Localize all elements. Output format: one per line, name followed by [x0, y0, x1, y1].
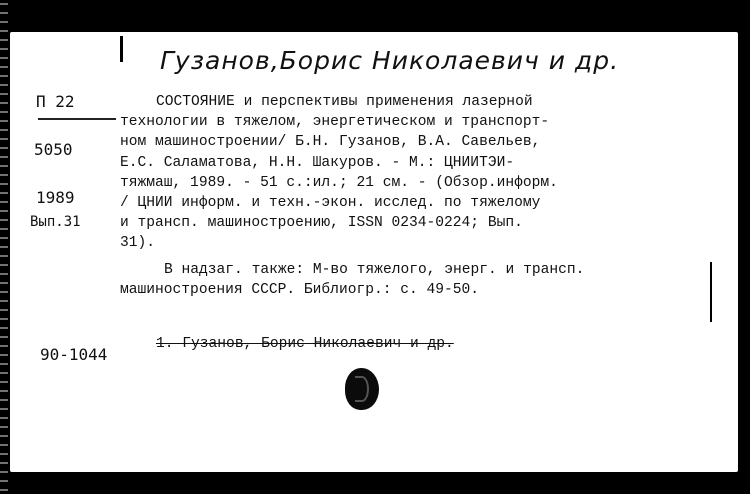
record-line: технологии в тяжелом, энергетическом и транспорт- — [120, 114, 550, 131]
class-mark: П 22 — [36, 92, 75, 111]
scan-artifact — [710, 262, 712, 322]
bibliographic-record — [120, 92, 710, 300]
left-edge-strip — [0, 0, 8, 494]
record-line: и трансп. машиностроению, ISSN 0234-0224; Вып. — [120, 215, 523, 232]
scan-artifact — [120, 36, 123, 62]
note-line: машиностроения СССР. Библиогр.: с. 49-50. — [120, 281, 480, 298]
handwritten-author-heading: Гузанов,Борис Николаевич и др. — [160, 46, 620, 75]
issue-number: Вып.31 — [30, 214, 81, 230]
shelf-number: 5050 — [34, 140, 73, 159]
record-line: тяжмаш, 1989. - 51 с.:ил.; 21 см. - (Обзор.информ. — [120, 174, 558, 191]
record-line: Е.С. Саламатова, Н.Н. Шакуров. - М.: ЦНИИТЭИ- — [120, 154, 515, 171]
class-mark-underline — [38, 118, 116, 120]
record-line: 31). — [120, 235, 156, 252]
tracing-line: 1. Гузанов, Борис Николаевич и др. — [156, 336, 454, 352]
record-line: ном машиностроении/ Б.Н. Гузанов, В.А. Савельев, — [120, 134, 541, 151]
publication-year: 1989 — [36, 188, 75, 207]
accession-number: 90-1044 — [40, 345, 108, 364]
record-line: СОСТОЯНИЕ и перспективы применения лазерной — [156, 94, 533, 110]
catalog-card — [10, 32, 738, 472]
card-punch-hole — [345, 368, 379, 410]
record-line: / ЦНИИ информ. и техн.-экон. исслед. по тяжелому — [120, 195, 541, 212]
note-line: В надзаг. также: М-во тяжелого, энерг. и трансп. — [164, 261, 585, 278]
